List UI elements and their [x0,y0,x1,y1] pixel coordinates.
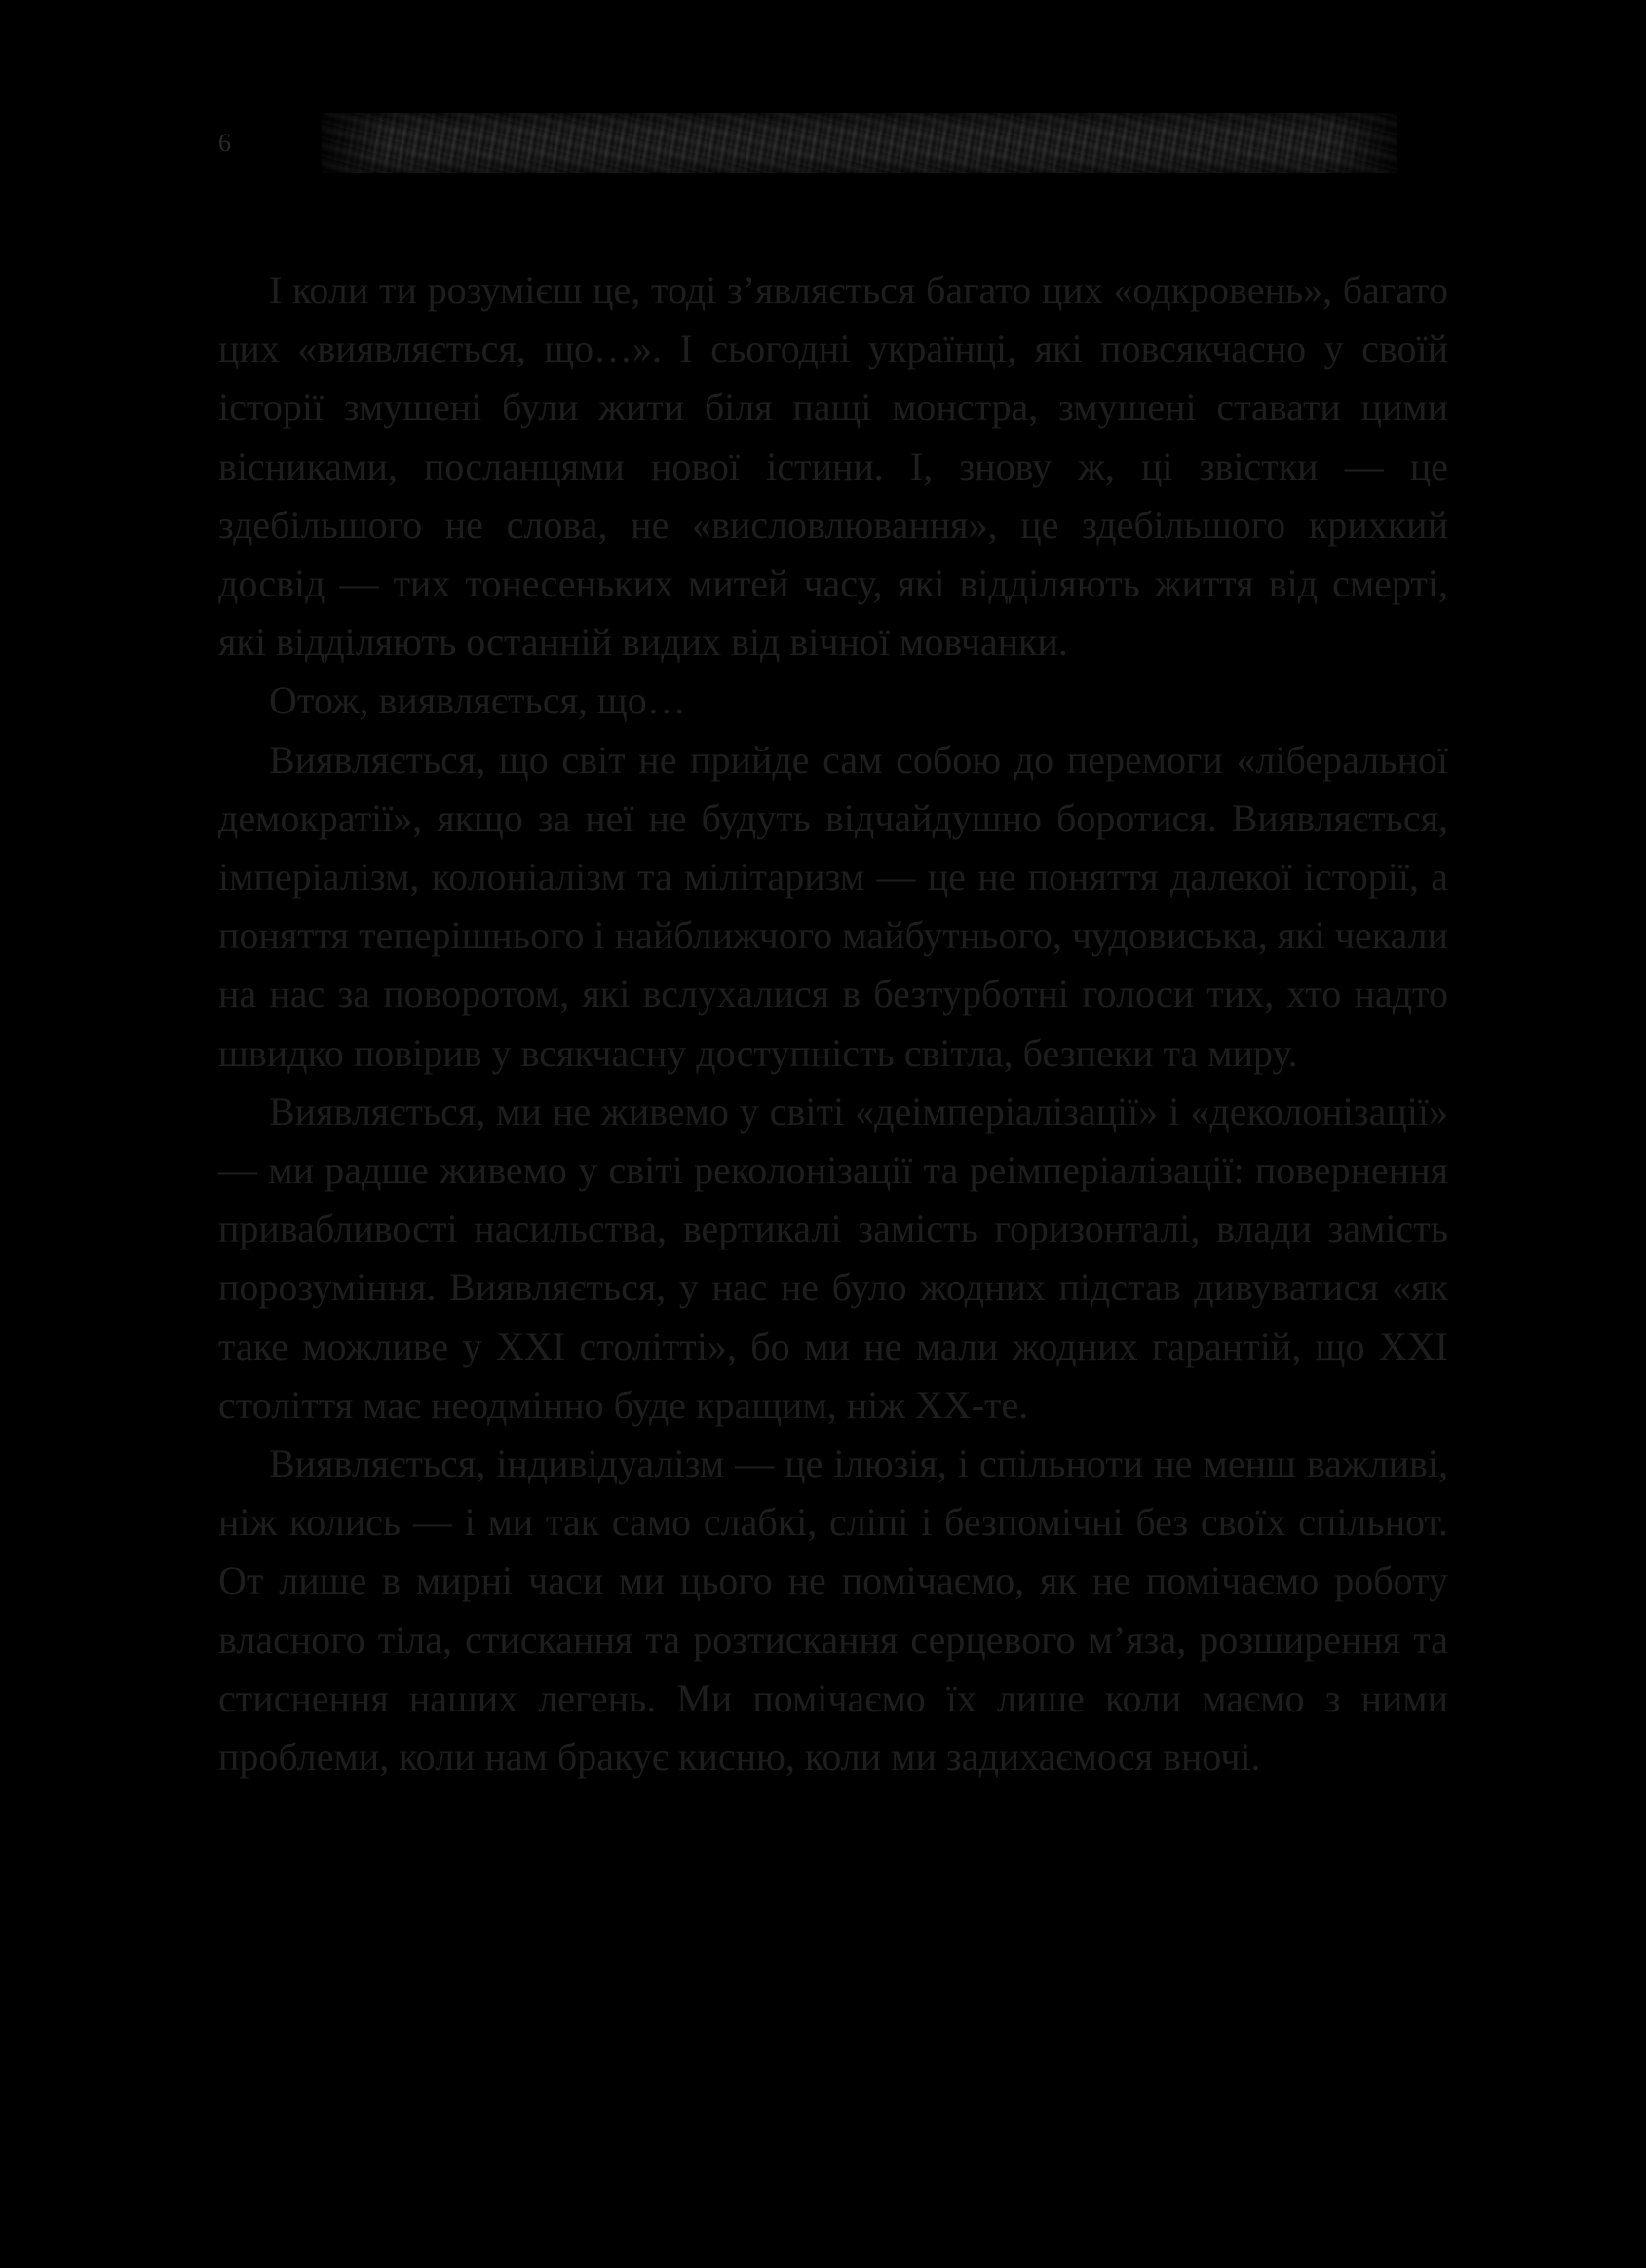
page-number: 6 [218,129,231,157]
decorative-header-band [322,113,1397,173]
body-text [218,261,1448,1787]
paragraph: Виявляється, індивідуалізм — це ілюзія, і спільноти не менш важливі, ніж колись — і ми так само слабкі, сліпі і безпомічні без своїх спільнот. От лише в мирні часи ми цього не помічаємо, як не помічаємо роботу власного тіла, стискання та розтискання серцевого м’яза, розширення та стиснення наших легень. Ми помічаємо їх лише коли маємо з ними проблеми, коли нам бракує кисню, коли ми задихаємося вночі. [218,1442,1448,1780]
paragraph: І коли ти розумієш це, тоді з’являється багато цих «одкровень», багато цих «виявляється, що…». І сьогодні українці, які повсякчасно у своїй історії змушені були жити біля пащі монстра, змушені ставати цими вісниками, посланцями нової істини. І, знову ж, ці звістки — це здебільшого не слова, не «висловлювання», це здебільшого крихкий досвід — тих тонесеньких митей часу, які відділяють життя від смерті, які відділяють останній видих від вічної мовчанки. [218,268,1448,665]
paragraph: Отож, виявляється, що… [269,678,686,723]
paragraph: Виявляється, що світ не прийде сам собою до перемоги «ліберальної демократії», якщо за неї не будуть відчайдушно боротися. Виявляється, імперіалізм, колоніалізм та мілітаризм — це не поняття далекої історії, а поняття теперішнього і найближчого майбутнього, чудовиська, які чекали на нас за поворотом, які вслухалися в безтурботні голоси тих, хто надто швидко повірив у всякчасну доступність світла, безпеки та миру. [218,737,1448,1075]
paragraph: Виявляється, ми не живемо у світі «деімперіалізації» і «деколонізації» — ми радше живемо у світі реколонізації та реімперіалізації: повернення привабливості насильства, вертикалі замість горизонталі, влади замість порозуміння. Виявляється, у нас не було жодних підстав дивуватися «як таке можливе у XXI столітті», бо ми не мали жодних гарантій, що XXI століття має неодмінно буде кращим, ніж XX-те. [218,1089,1448,1427]
